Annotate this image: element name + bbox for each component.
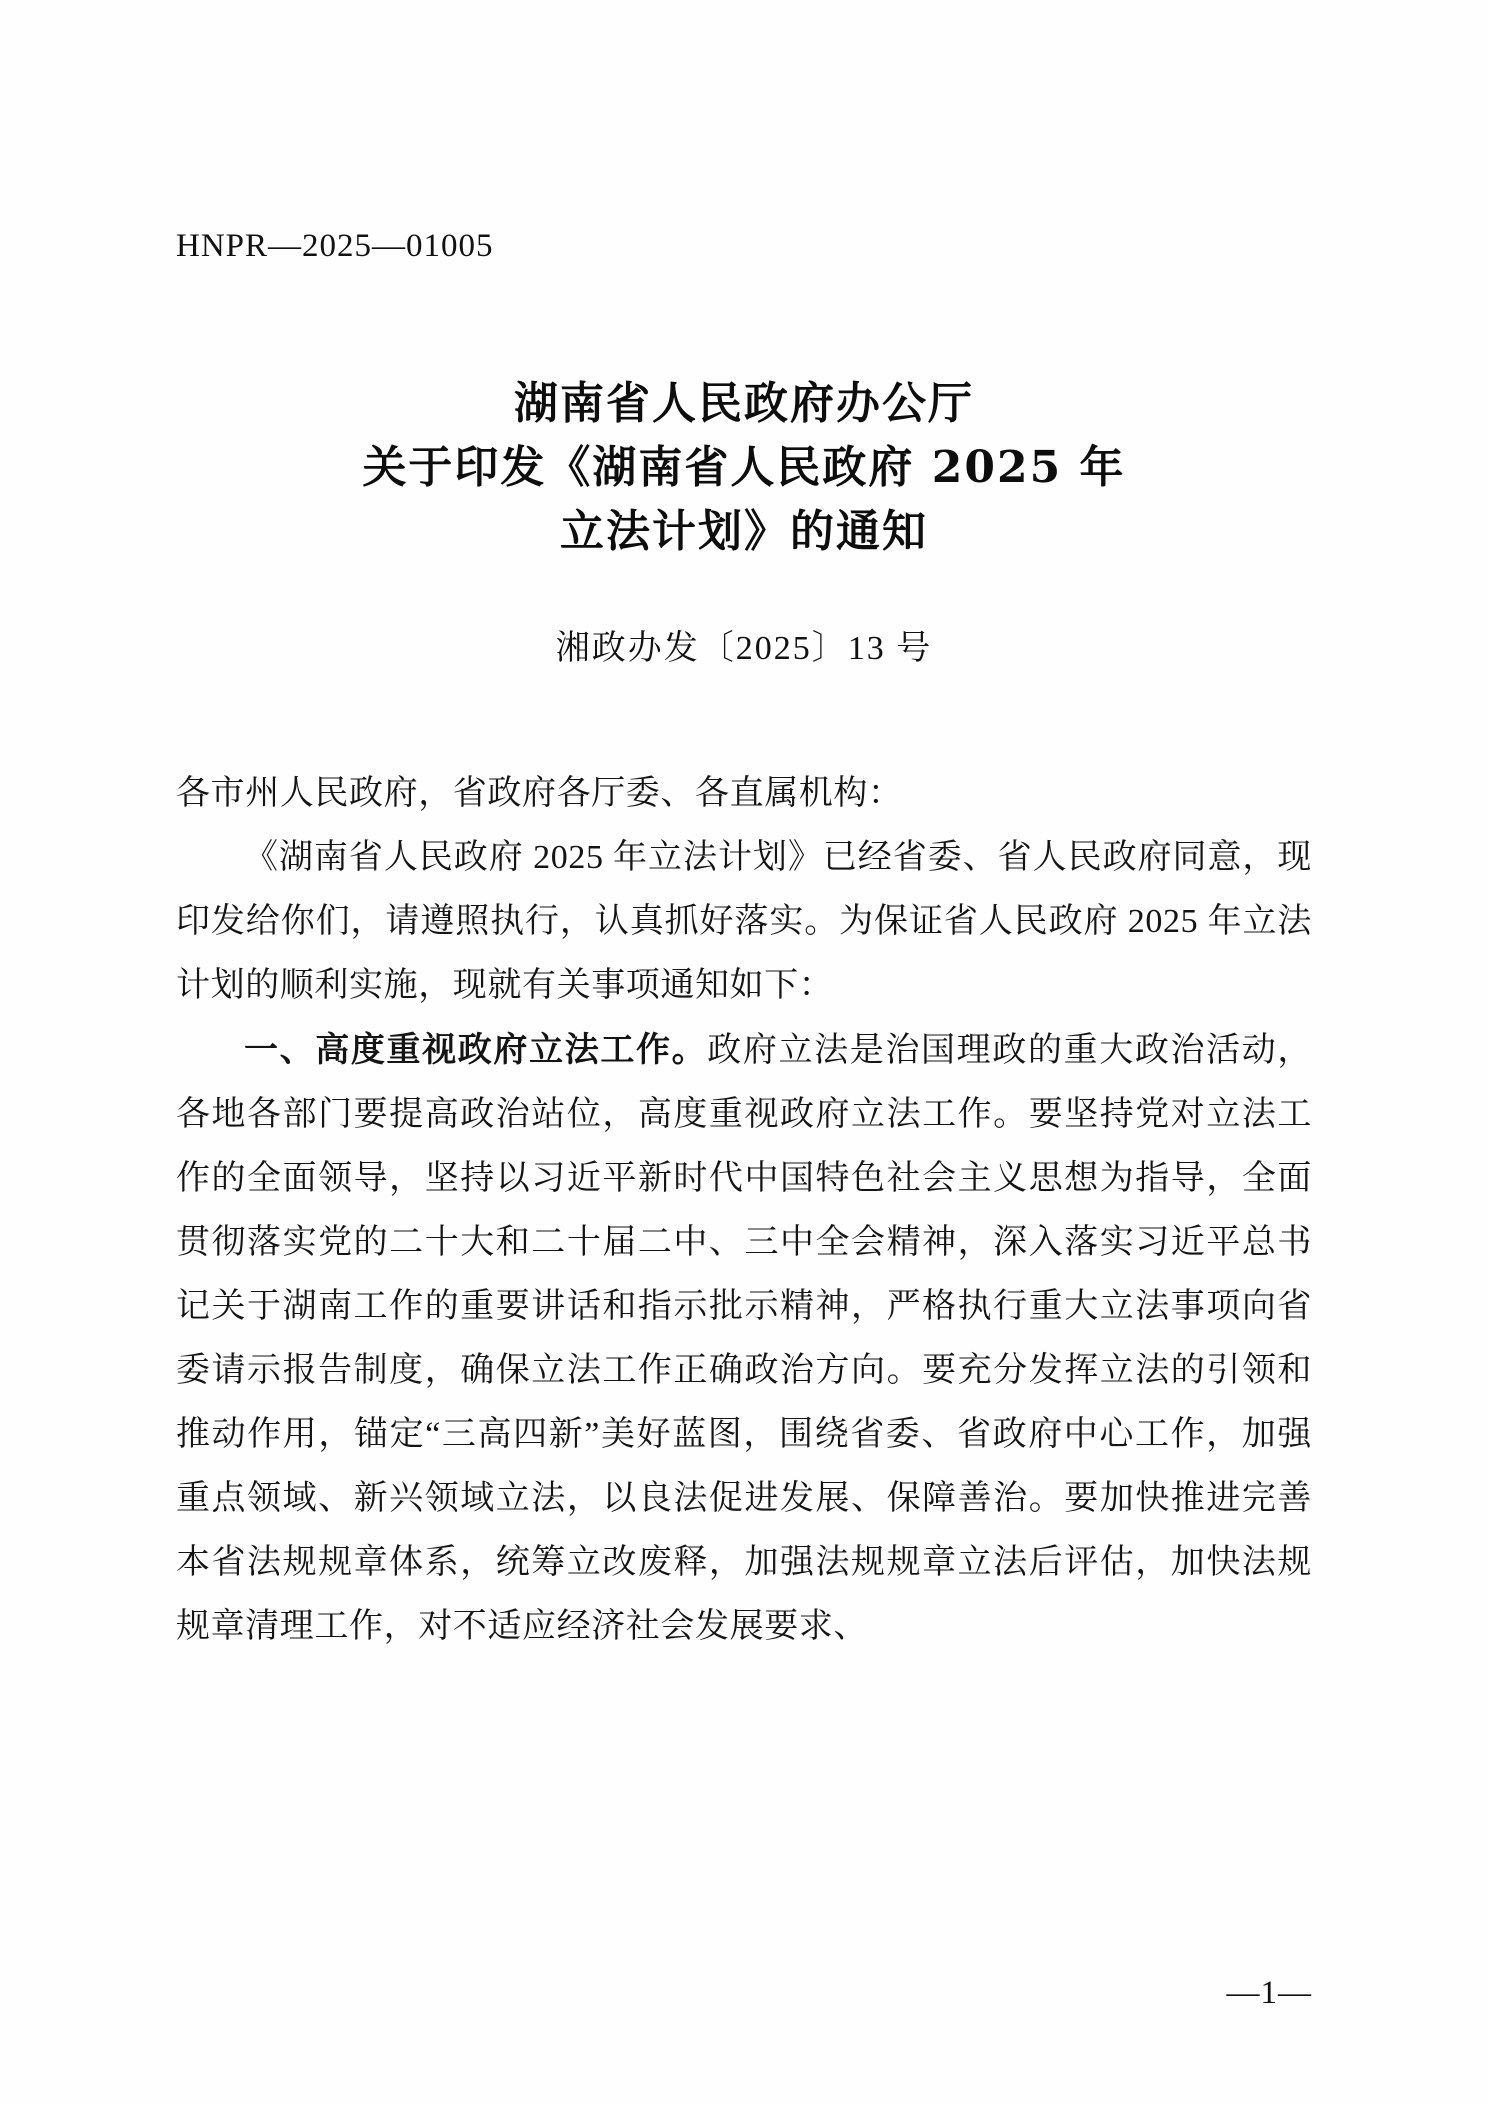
title-line-2: 关于印发《湖南省人民政府 2025 年 — [362, 442, 1126, 493]
document-body — [176, 762, 1312, 1659]
intro-paragraph: 《湖南省人民政府 2025 年立法计划》已经省委、省人民政府同意，现印发给你们，请遵照执行，认真抓好落实。为保证省人民政府 2025 年立法计划的顺利实施，现就有关事项通知如下： — [176, 839, 1312, 1004]
document-reference-number: HNPR—2025—01005 — [176, 228, 494, 264]
section-one-text: 政府立法是治国理政的重大政治活动，各地各部门要提高政治站位，高度重视政府立法工作。要坚持党对立法工作的全面领导，坚持以习近平新时代中国特色社会主义思想为指导，全面贯彻落实党的二十大和二十届二中、三中全会精神，深入落实习近平总书记关于湖南工作的重要讲话和指示批示精神，严格执行重大立法事项向省委请示报告制度，确保立法工作正确政治方向。要充分发挥立法的引领和推动作用，锚定“三高四新”美好蓝图，围绕省委、省政府中心工作，加强重点领域、新兴领域立法，以良法促进发展、保障善治。要加快推进完善本省法规规章体系，统筹立改废释，加强法规规章立法后评估，加快法规规章清理工作，对不适应经济社会发展要求、 — [176, 1032, 1312, 1645]
document-issue-code: 湘政办发〔2025〕13 号 — [555, 630, 933, 667]
section-one-paragraph — [176, 1018, 1312, 1659]
page-content — [176, 0, 1312, 2104]
page-number: —1— — [1226, 1975, 1312, 2011]
document-title — [176, 372, 1312, 564]
salutation-paragraph: 各市州人民政府，省政府各厅委、各直属机构： — [176, 775, 903, 812]
title-line-3: 立法计划》的通知 — [560, 506, 928, 557]
section-one-heading: 一、高度重视政府立法工作。 — [244, 1030, 708, 1070]
title-line-1: 湖南省人民政府办公厅 — [514, 378, 974, 429]
